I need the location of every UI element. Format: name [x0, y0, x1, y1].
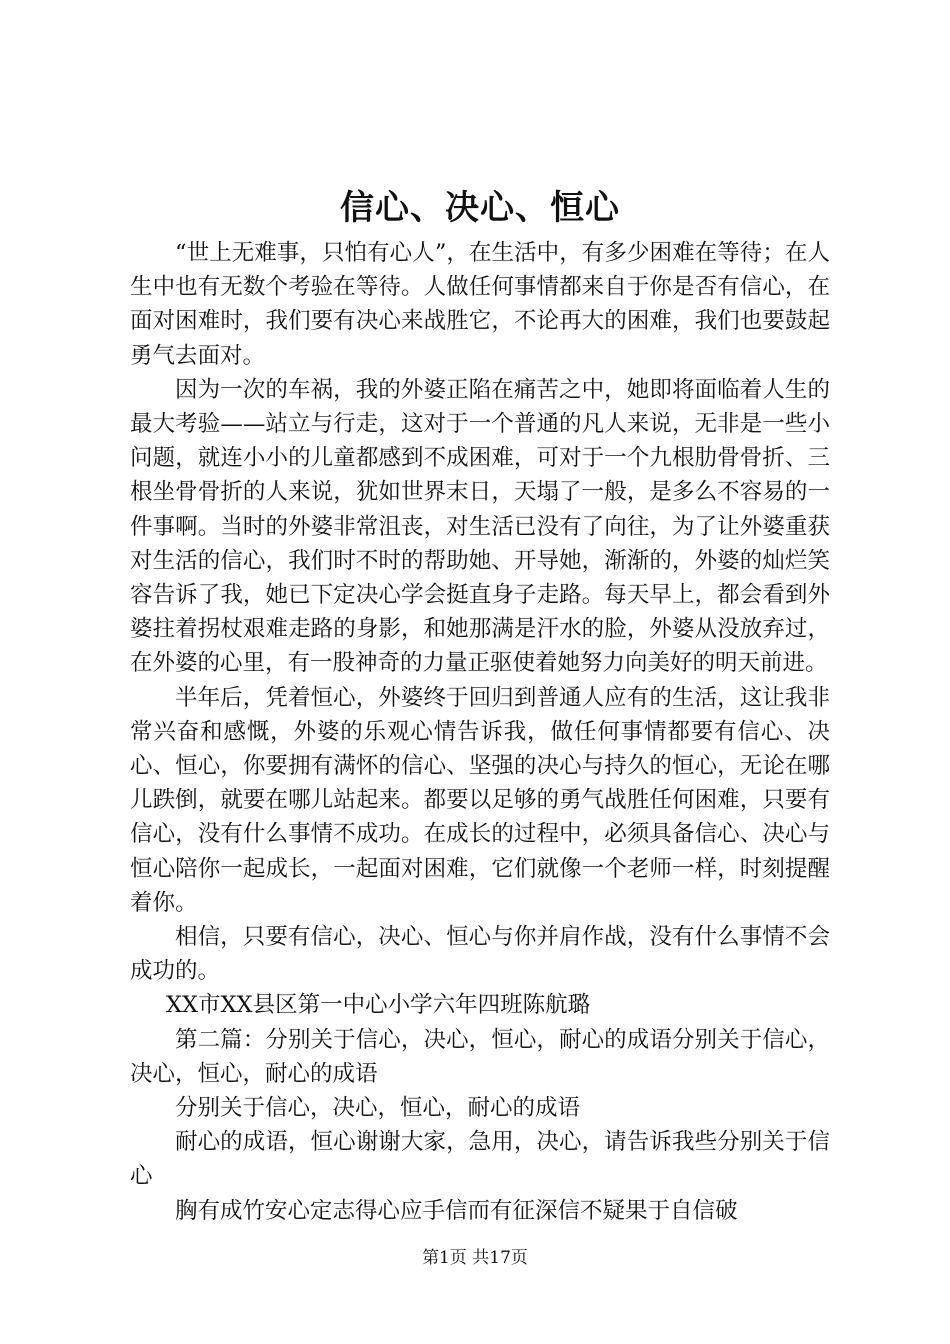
paragraph-6: 分别关于信心，决心，恒心，耐心的成语 [175, 1095, 581, 1122]
section-two-heading: 第二篇：分别关于信心，决心，恒心，耐心的成语分别关于信心，决心，恒心，耐心的成语 [130, 1026, 830, 1087]
paragraph-3: 半年后，凭着恒心，外婆终于回归到普通人应有的生活，这让我非常兴奋和感慨，外婆的乐观心情告诉我，做任何事情都要有信心、决心、恒心，你要拥有满怀的信心、坚强的决心与持久的恒心，无论在哪儿跌倒，就要在哪儿站起来。都要以足够的勇气战胜任何困难，只要有信心，没有什么事情不成功。在成长的过程中，必须具备信心、决心与恒心陪你一起成长，一起面对困难，它们就像一个老师一样，时刻提醒着你。 [130, 684, 830, 916]
page-number-footer: 第1页 共17页 [422, 1248, 528, 1268]
document-page [130, 180, 830, 1228]
document-title: 信心、决心、恒心 [340, 188, 620, 228]
paragraph-4: 相信，只要有信心，决心、恒心与你并肩作战，没有什么事情不会成功的。 [130, 924, 830, 985]
paragraph-1: “世上无难事，只怕有心人”，在生活中，有多少困难在等待；在人生中也有无数个考验在等待。人做任何事情都来自于你是否有信心，在面对困难时，我们要有决心来战胜它，不论再大的困难，我们也要鼓起勇气去面对。 [130, 240, 830, 369]
author-signature: XX市XX县区第一中心小学六年四班陈航璐 [166, 992, 591, 1019]
paragraph-7: 耐心的成语，恒心谢谢大家，急用，决心，请告诉我些分别关于信心 [130, 1129, 830, 1190]
paragraph-8: 胸有成竹安心定志得心应手信而有征深信不疑果于自信破 [175, 1197, 738, 1224]
paragraph-2: 因为一次的车祸，我的外婆正陷在痛苦之中，她即将面临着人生的最大考验——站立与行走，这对于一个普通的凡人来说，无非是一些小问题，就连小小的儿童都感到不成困难，可对于一个九根肋骨骨折、三根坐骨骨折的人来说，犹如世界末日，天塌了一般，是多么不容易的一件事啊。当时的外婆非常沮丧，对生活已没有了向往，为了让外婆重获对生活的信心，我们时不时的帮助她、开导她，渐渐的，外婆的灿烂笑容告诉了我，她已下定决心学会挺直身子走路。每天早上，都会看到外婆拄着拐杖艰难走路的身影，和她那满是汗水的脸，外婆从没放弃过，在外婆的心里，有一股神奇的力量正驱使着她努力向美好的明天前进。 [130, 376, 830, 677]
